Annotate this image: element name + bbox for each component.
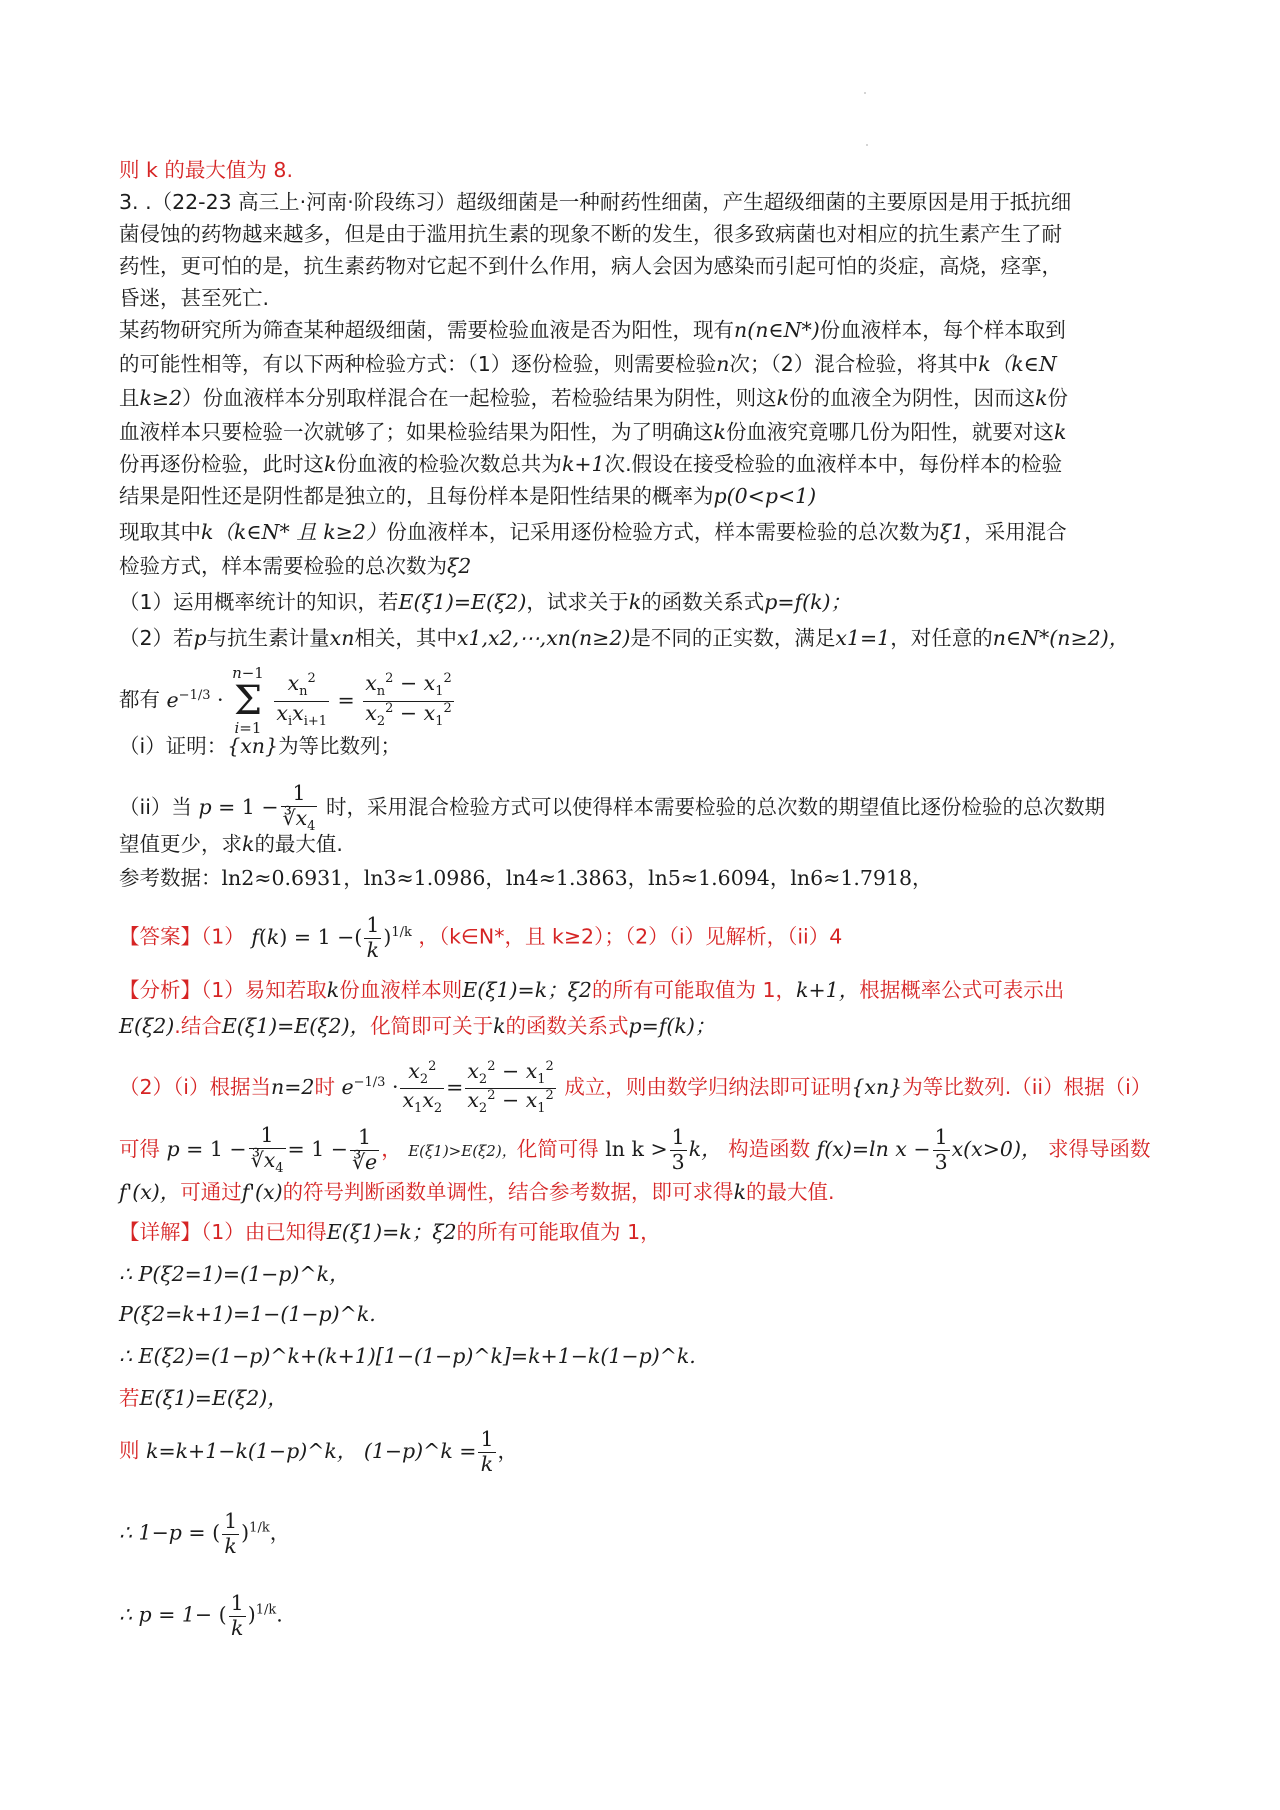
subquestion-2i: （i）证明：{xn}为等比数列； [119,734,402,758]
problem-line: 昏迷，甚至死亡. [119,286,270,310]
subquestion-2: （2）若p与抗生素计量xn相关，其中x1,x2,⋯,xn(n≥2)是不同的正实数，满足x1=1，对任意的n∈N*(n≥2)， [119,626,1130,650]
subquestion-1: （1）运用概率统计的知识，若E(ξ1)=E(ξ2)，试求关于k的函数关系式p=f(k)； [119,590,852,614]
subquestion-2ii: （ii）当 p = 1 − $\frac{1}{∛x_4}$ 时，采用混合检验方式可以使得样本需要检验的总次数的期望值比逐份检验的总次数期 [119,781,1105,834]
problem-line: 检验方式，样本需要检验的总次数为ξ2 [119,554,472,578]
analysis-line: （2）（i）根据当n=2时 $e^{-1/3}$ · $\frac{x_2^2}{x_1x_2}$ = $\frac{x_2^2 - x_1^2}{x_2^2 - x_1^2}$ 成立，则由数学归纳法即可证明{xn}为等比数列.（ii）根据（i） [119,1059,1152,1117]
previous-answer-line: 则 k 的最大值为 8. [119,158,293,182]
analysis-line: 【分析】（1）易知若取k份血液样本则E(ξ1)=k；ξ2的所有可能取值为 1，k+1，根据概率公式可表示出 [119,978,1065,1002]
analysis-line: E(ξ2).结合E(ξ1)=E(ξ2)，化简即可关于k的函数关系式p=f(k)； [119,1014,716,1038]
detail-step: ∴ E(ξ2)=(1−p)^k+(k+1)[1−(1−p)^k]=k+1−k(1−p)^k. [119,1344,696,1368]
problem-line: 药性，更可怕的是，抗生素药物对它起不到什么作用，病人会因为感染而引起可怕的炎症，高烧，痉挛， [119,254,1062,278]
reference-data: 参考数据：ln2≈0.6931，ln3≈1.0986，ln4≈1.3863，ln5≈1.6094，ln6≈1.7918， [119,866,933,890]
detail-step: 若E(ξ1)=E(ξ2)， [119,1386,288,1410]
scan-speck [864,92,866,94]
detail-step: P(ξ2=k+1)=1−(1−p)^k. [119,1302,376,1326]
problem-line: 且k≥2）份血液样本分别取样混合在一起检验，若检验结果为阴性，则这k份的血液全为阴性，因而这k份 [119,386,1069,410]
problem-line: 份再逐份检验，此时这k份血液的检验次数总共为k+1次.假设在接受检验的血液样本中，每份样本的检验 [119,452,1063,476]
analysis-line: f'(x)，可通过f'(x)的符号判断函数单调性，结合参考数据，即可求得k的最大值. [119,1180,835,1204]
problem-line: 结果是阳性还是阴性都是独立的，且每份样本是阳性结果的概率为p(0<p<1) [119,484,817,508]
problem-line: 某药物研究所为筛查某种超级细菌，需要检验血液是否为阳性，现有n(n∈N*)份血液样本，每个样本取到 [119,318,1066,342]
sum-operator: n−1 Σ i=1 [232,664,264,737]
answer-tag: 【答案】 [119,924,201,949]
sum-condition: 都有 $e^{-1/3}$ · n−1 Σ i=1 $\frac{x_n^2}{x_ix_{i+1}}$ = $\frac{x_n^2 - x_1^2}{x_2^2 - x_1^2}$ [119,666,456,736]
problem-line: 菌侵蚀的药物越来越多，但是由于滥用抗生素的现象不断的发生，很多致病菌也对相应的抗生素产生了耐 [119,222,1062,246]
scan-speck [866,144,868,146]
detail-line: 【详解】（1）由已知得E(ξ1)=k；ξ2的所有可能取值为 1， [119,1220,661,1244]
detail-step: ∴ 1−p = ( $\frac{1}{k}$ )$^{1/k}$， [119,1509,291,1558]
problem-line: 3. .（22-23 高三上·河南·阶段练习）超级细菌是一种耐药性细菌，产生超级细菌的主要原因是用于抵抗细 [119,190,1072,214]
analysis-line: 可得 p = 1 − $\frac{1}{∛x_4}$ = 1 − $\frac{1}{∛e}$ ， E(ξ1)>E(ξ2)，化简可得 ln k > $\frac{1}{3}$ k， 构造函数 f(x)=ln x − $\frac{1}{3}$ x(x>0)， 求得导函数 [119,1123,1151,1176]
detail-step: 则 k=k+1−k(1−p)^k， (1−p)^k = $\frac{1}{k}$ ， [119,1427,519,1476]
sum-formula: $e^{-1/3}$ · n−1 Σ i=1 $\frac{x_n^2}{x_ix_{i+1}}$ = $\frac{x_n^2 - x_1^2}{x_2^2 - x_1^2}$ [166,664,452,737]
problem-line: 血液样本只要检验一次就够了；如果检验结果为阳性，为了明确这k份血液究竟哪几份为阳性，就要对这k [119,420,1067,444]
subquestion-2ii: 望值更少，求k的最大值. [119,832,343,856]
detail-tag: 【详解】 [119,1220,201,1244]
detail-step: ∴ p = 1− ( $\frac{1}{k}$ )$^{1/k}$. [119,1591,283,1640]
detail-step: ∴ P(ξ2=1)=(1−p)^k， [119,1262,350,1286]
problem-line: 的可能性相等，有以下两种检验方式：（1）逐份检验，则需要检验n次；（2）混合检验，将其中k（k∈N [119,352,1057,376]
problem-line: 现取其中k（k∈N* 且 k≥2）份血液样本，记采用逐份检验方式，样本需要检验的总次数为ξ1，采用混合 [119,520,1067,544]
analysis-tag: 【分析】 [119,978,201,1002]
answer-line: 【答案】（1） f(k) = 1 −( $\frac{1}{k}$ )$^{1/k}$ ，（k∈N*，且 k≥2）；（2）（i）见解析，（ii）4 [119,913,843,962]
